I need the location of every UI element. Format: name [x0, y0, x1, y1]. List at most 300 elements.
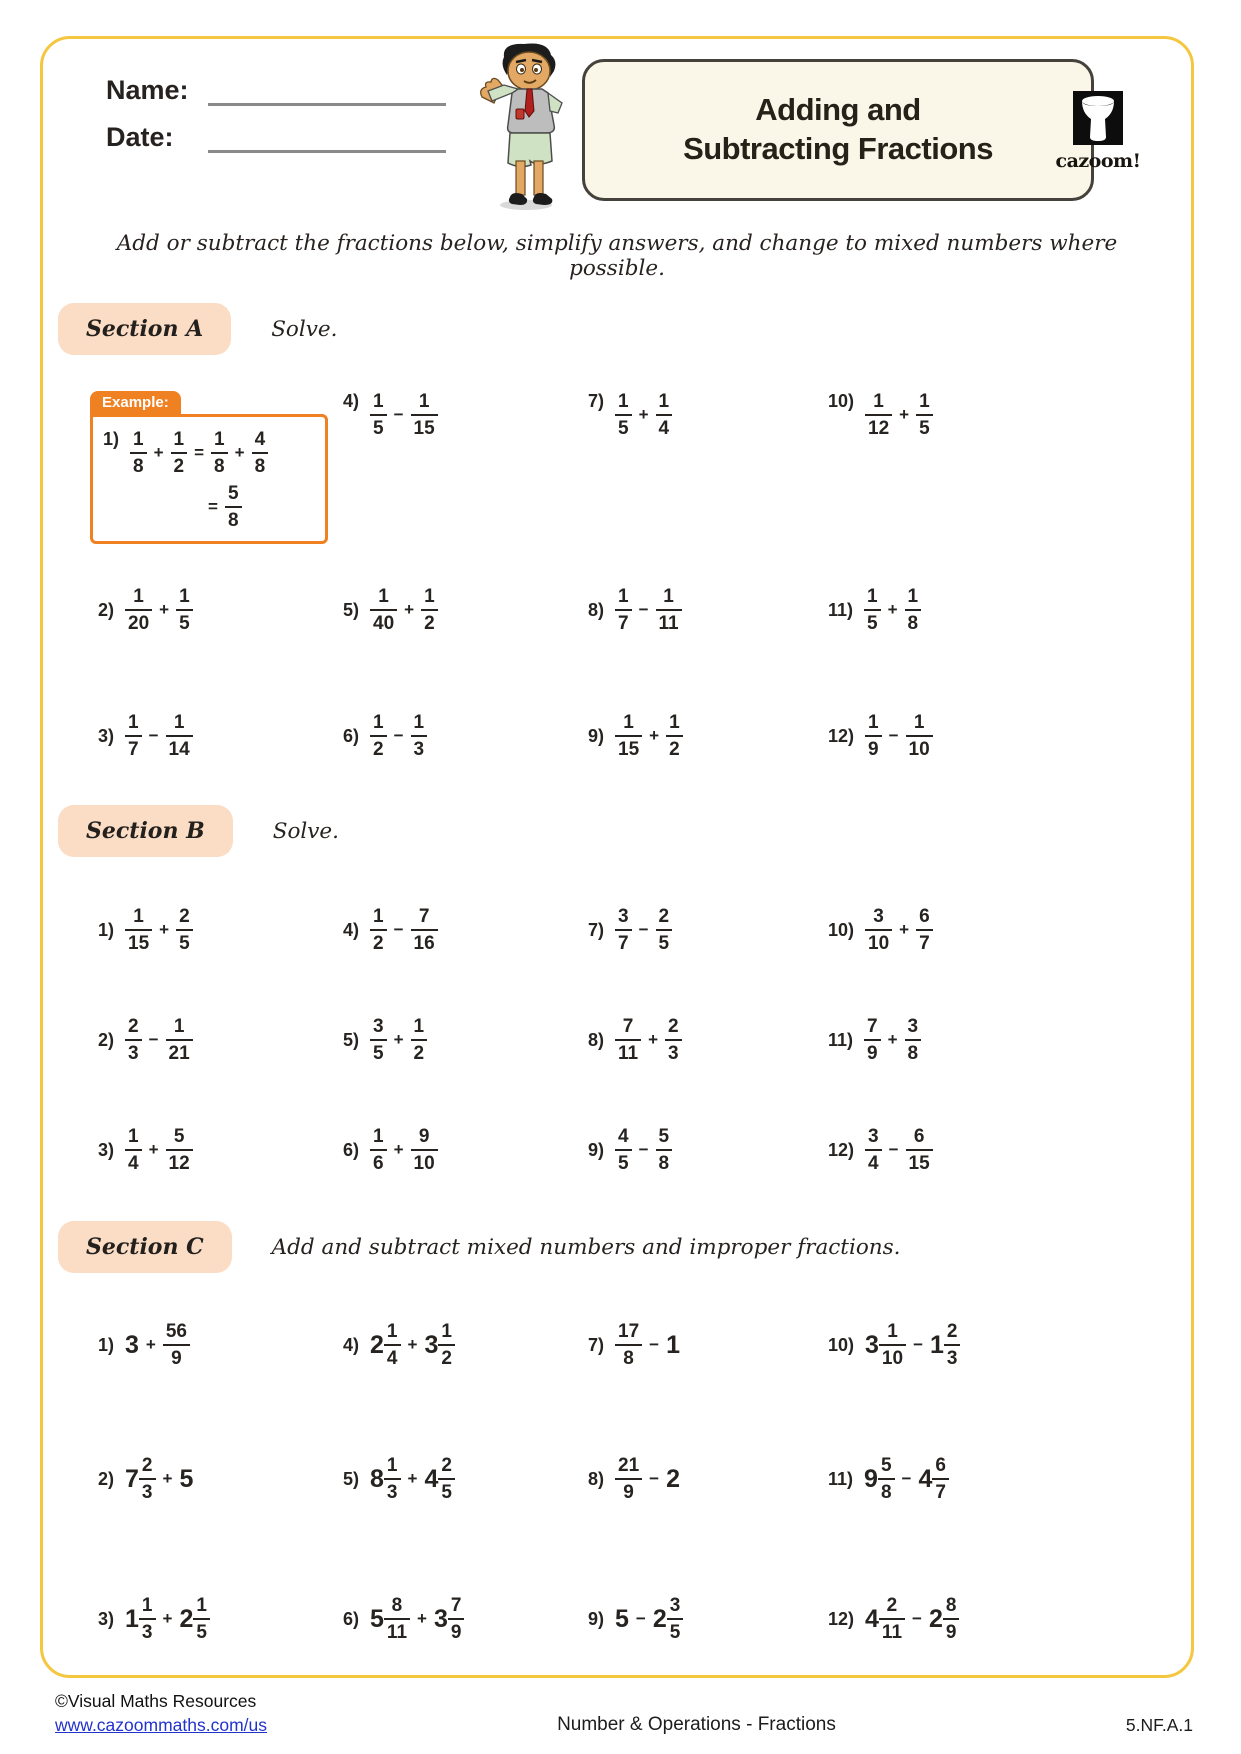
- problem-number: 3): [98, 1139, 115, 1160]
- section-b-instruction: Solve.: [272, 818, 339, 844]
- example-line-1: [103, 429, 317, 477]
- mixed-whole-number: 9: [864, 1464, 878, 1493]
- problem-number: 6): [343, 1139, 360, 1160]
- operator-minus: −: [638, 1140, 649, 1159]
- problem-c-10: [828, 1281, 1146, 1409]
- fraction: [225, 483, 242, 531]
- mixed-whole-number: 1: [125, 1604, 139, 1633]
- problem-a-10: [828, 375, 1146, 547]
- fraction: [171, 429, 188, 477]
- fraction: [865, 1126, 882, 1174]
- operator-plus: +: [417, 1609, 427, 1628]
- fraction-denominator: 8: [907, 1043, 919, 1064]
- fraction-denominator: 4: [658, 418, 670, 439]
- fraction-denominator: 10: [908, 739, 930, 760]
- problem-number: 8): [588, 1468, 605, 1489]
- problem-c-9: [588, 1549, 828, 1689]
- worksheet-sheet: [40, 36, 1194, 1678]
- fraction-denominator: 7: [618, 613, 629, 634]
- operator-minus: −: [913, 1335, 923, 1354]
- problem-c-4: [343, 1281, 588, 1409]
- problem-a-3: [98, 673, 343, 799]
- fraction: [166, 1126, 193, 1174]
- problem-a-5: [343, 547, 588, 673]
- operator-minus: −: [638, 920, 649, 939]
- example-line-2: [103, 483, 317, 531]
- fraction: [906, 1126, 933, 1174]
- expression: [201, 483, 242, 531]
- expression: [370, 1321, 455, 1369]
- mixed-whole-number: 3: [433, 1604, 448, 1633]
- problem-a-4: [343, 375, 588, 547]
- fraction-denominator: 2: [441, 1348, 452, 1369]
- expression: [615, 1321, 680, 1369]
- problem-number: 2): [98, 1029, 115, 1050]
- fraction-denominator: 5: [373, 1043, 384, 1064]
- fraction-numerator: 1: [384, 1455, 401, 1480]
- fraction-denominator: 11: [618, 1043, 639, 1064]
- problem-c-12: [828, 1549, 1146, 1689]
- whole-number: 5: [615, 1604, 629, 1633]
- expression: [865, 712, 933, 760]
- problem-b-2: [98, 985, 343, 1095]
- fraction: [656, 1126, 673, 1174]
- fraction: [370, 391, 387, 439]
- operator-plus: +: [638, 405, 649, 424]
- fraction: [370, 712, 387, 760]
- fraction-numerator: 1: [370, 1126, 387, 1151]
- fraction-denominator: 40: [373, 613, 395, 634]
- fraction-denominator: 5: [179, 933, 190, 954]
- operator-equals: =: [194, 443, 205, 462]
- problem-number: 4): [343, 1334, 360, 1355]
- fraction-numerator: 1: [125, 586, 152, 611]
- name-input-line[interactable]: [208, 77, 446, 106]
- fraction: [438, 1321, 455, 1369]
- mixed-whole-number: 2: [928, 1604, 943, 1633]
- name-label: Name:: [106, 75, 189, 105]
- fraction-numerator: 7: [411, 906, 438, 931]
- problem-b-5: [343, 985, 588, 1095]
- expression: [864, 1455, 949, 1503]
- fraction: [656, 586, 682, 634]
- fraction-numerator: 1: [125, 1126, 142, 1151]
- problem-b-8: [588, 985, 828, 1095]
- expression: [125, 1321, 190, 1369]
- fraction-numerator: 1: [438, 1321, 455, 1346]
- mixed-whole-number: 2: [370, 1330, 384, 1359]
- fraction-numerator: 1: [421, 586, 438, 611]
- operator-minus: −: [649, 1469, 660, 1488]
- fraction-denominator: 15: [413, 418, 435, 439]
- problem-number: 10): [828, 919, 855, 940]
- fraction-denominator: 5: [919, 418, 930, 439]
- fraction: [384, 1321, 401, 1369]
- example-box: [90, 391, 328, 544]
- fraction-denominator: 5: [867, 613, 878, 634]
- fraction: [864, 1016, 881, 1064]
- fraction-numerator: 2: [656, 906, 673, 931]
- problem-number: 5): [343, 599, 360, 620]
- fraction-denominator: 14: [168, 739, 190, 760]
- fraction-numerator: 1: [193, 1595, 210, 1620]
- fraction: [665, 1016, 682, 1064]
- problem-number: 1): [98, 919, 115, 940]
- fraction-denominator: 11: [658, 613, 679, 634]
- worksheet-footer: [55, 1690, 1193, 1737]
- fraction-numerator: 1: [656, 586, 682, 611]
- sections-container: [88, 303, 1146, 1689]
- cazoom-logo-text: cazoom!: [1055, 150, 1141, 172]
- problem-number: 9): [588, 1139, 605, 1160]
- fraction: [139, 1455, 156, 1503]
- problem-number: 3): [98, 1608, 115, 1629]
- problem-number: 10): [828, 391, 855, 411]
- fraction: [252, 429, 269, 477]
- fraction-denominator: 8: [133, 456, 144, 477]
- fraction: [615, 712, 642, 760]
- fraction: [421, 586, 438, 634]
- fraction-denominator: 8: [907, 613, 919, 634]
- problem-c-11: [828, 1409, 1146, 1549]
- operator-minus: −: [393, 920, 404, 939]
- operator-minus: −: [638, 600, 649, 619]
- mixed-whole-number: 4: [424, 1464, 439, 1493]
- fraction-denominator: 12: [168, 1153, 190, 1174]
- problem-b-12: [828, 1095, 1146, 1205]
- name-field-row: [106, 75, 446, 106]
- operator-plus: +: [234, 443, 245, 462]
- fraction: [667, 1595, 684, 1643]
- fraction-numerator: 7: [448, 1595, 465, 1620]
- problem-a-2: [98, 547, 343, 673]
- problem-c-5: [343, 1409, 588, 1549]
- problem-b-4: [343, 875, 588, 985]
- expression: [370, 712, 427, 760]
- fraction-numerator: 3: [370, 1016, 387, 1041]
- fraction: [176, 906, 193, 954]
- fraction-denominator: 5: [669, 1622, 681, 1643]
- fraction-denominator: 20: [128, 613, 150, 634]
- fraction: [411, 712, 428, 760]
- expression: [864, 1016, 921, 1064]
- example-body: [90, 414, 328, 544]
- fraction-denominator: 5: [373, 418, 384, 439]
- fraction-numerator: 1: [370, 906, 387, 931]
- problem-a-6: [343, 673, 588, 799]
- fraction-denominator: 2: [373, 739, 384, 760]
- fraction-numerator: 1: [171, 429, 188, 454]
- expression: [370, 586, 438, 634]
- expression: [615, 1016, 682, 1064]
- problem-number: 10): [828, 1334, 855, 1355]
- fraction: [370, 586, 397, 634]
- expression: [370, 391, 438, 439]
- fraction: [370, 1126, 387, 1174]
- fraction-numerator: 1: [125, 906, 152, 931]
- fraction-numerator: 1: [384, 1321, 401, 1346]
- section-b-problems-grid: [88, 875, 1146, 1205]
- expression: [865, 1321, 960, 1369]
- problem-number: 8): [588, 1029, 605, 1050]
- fraction: [411, 906, 438, 954]
- fraction-numerator: 5: [225, 483, 242, 508]
- fraction-numerator: 1: [166, 1016, 193, 1041]
- problem-c-3: [98, 1549, 343, 1689]
- fraction-denominator: 8: [227, 510, 239, 531]
- fraction: [411, 1126, 438, 1174]
- fraction-denominator: 9: [945, 1622, 957, 1643]
- fraction-denominator: 2: [173, 456, 185, 477]
- fraction: [384, 1595, 410, 1643]
- operator-plus: +: [153, 443, 164, 462]
- fraction: [211, 429, 228, 477]
- fraction-numerator: 1: [130, 429, 147, 454]
- fraction: [905, 586, 922, 634]
- problem-number: 12): [828, 725, 855, 746]
- fraction-numerator: 8: [943, 1595, 960, 1620]
- fraction: [905, 1016, 922, 1064]
- operator-plus: +: [159, 600, 170, 619]
- problem-b-3: [98, 1095, 343, 1205]
- boy-cartoon-image: [474, 41, 574, 211]
- fraction-numerator: 1: [615, 712, 642, 737]
- section-c-header: [58, 1221, 1146, 1273]
- expression: [615, 1455, 680, 1503]
- fraction: [130, 429, 147, 477]
- page-title-line1: Adding and: [755, 92, 921, 128]
- expression: [370, 1595, 464, 1643]
- fraction-denominator: 5: [618, 418, 629, 439]
- fraction: [878, 1455, 895, 1503]
- footer-standard-name: Number & Operations - Fractions: [557, 1714, 836, 1736]
- fraction: [125, 1126, 142, 1174]
- expression: [615, 391, 672, 439]
- problem-number: 12): [828, 1608, 855, 1629]
- fraction-numerator: 1: [905, 586, 922, 611]
- fraction-denominator: 9: [868, 739, 879, 760]
- mixed-whole-number: 8: [370, 1464, 384, 1493]
- expression: [125, 1455, 193, 1503]
- fraction-denominator: 7: [128, 739, 139, 760]
- copyright-text: ©Visual Maths Resources: [55, 1691, 257, 1711]
- fraction-denominator: 3: [141, 1622, 153, 1643]
- problem-number: 12): [828, 1139, 855, 1160]
- fraction: [656, 391, 673, 439]
- operator-minus: −: [901, 1469, 912, 1488]
- example-cell: [98, 375, 343, 547]
- example-tab: Example:: [90, 391, 181, 415]
- fraction: [438, 1455, 455, 1503]
- fraction-denominator: 4: [386, 1348, 398, 1369]
- fraction-numerator: 1: [125, 712, 142, 737]
- section-a-header: [58, 303, 1146, 355]
- fraction-denominator: 8: [658, 1153, 670, 1174]
- fraction-denominator: 8: [623, 1348, 634, 1369]
- problem-number: 6): [343, 1608, 360, 1629]
- fraction: [865, 906, 892, 954]
- fraction: [932, 1455, 949, 1503]
- fraction-numerator: 6: [906, 1126, 933, 1151]
- problem-number: 1): [98, 1334, 115, 1355]
- fraction: [193, 1595, 210, 1643]
- fraction-denominator: 8: [254, 456, 266, 477]
- expression: [125, 586, 193, 634]
- operator-plus: +: [159, 920, 170, 939]
- expression: [125, 712, 193, 760]
- section-b-badge: Section B: [58, 805, 233, 857]
- fraction-numerator: 21: [615, 1455, 642, 1480]
- problem-number: 4): [343, 919, 360, 940]
- fraction-numerator: 56: [163, 1321, 190, 1346]
- fraction-denominator: 15: [128, 933, 150, 954]
- problem-c-6: [343, 1549, 588, 1689]
- problem-b-7: [588, 875, 828, 985]
- problem-c-2: [98, 1409, 343, 1549]
- problem-number: 9): [588, 725, 605, 746]
- whole-number: 1: [666, 1330, 680, 1359]
- fraction-numerator: 1: [865, 712, 882, 737]
- operator-minus: −: [148, 1030, 159, 1049]
- fraction-denominator: 9: [450, 1622, 462, 1643]
- problem-number: 11): [828, 1468, 854, 1489]
- expression: [615, 906, 672, 954]
- fraction-denominator: 11: [881, 1622, 903, 1643]
- fraction-denominator: 7: [935, 1482, 946, 1503]
- expression: [615, 1595, 683, 1643]
- fraction: [139, 1595, 156, 1643]
- fraction-numerator: 1: [370, 391, 387, 416]
- whole-number: 2: [666, 1464, 680, 1493]
- problem-number: 1): [103, 429, 120, 449]
- fraction-numerator: 1: [879, 1321, 906, 1346]
- mixed-whole-number: 1: [930, 1330, 944, 1359]
- problem-c-8: [588, 1409, 828, 1549]
- fraction-denominator: 3: [141, 1482, 153, 1503]
- problem-number: 9): [588, 1608, 605, 1629]
- expression: [370, 1126, 438, 1174]
- operator-minus: −: [393, 726, 404, 745]
- section-b-header: [58, 805, 1146, 857]
- problem-a-8: [588, 547, 828, 673]
- problem-number: 8): [588, 599, 605, 620]
- mixed-whole-number: 3: [865, 1330, 879, 1359]
- fraction: [448, 1595, 465, 1643]
- fraction-numerator: 4: [252, 429, 269, 454]
- fraction-denominator: 4: [128, 1153, 139, 1174]
- fraction: [865, 391, 892, 439]
- problem-number: 7): [588, 919, 605, 940]
- operator-plus: +: [899, 920, 910, 939]
- problem-b-9: [588, 1095, 828, 1205]
- fraction-denominator: 7: [919, 933, 930, 954]
- fraction-numerator: 2: [944, 1321, 961, 1346]
- problem-number: 2): [98, 599, 115, 620]
- fraction: [615, 1126, 632, 1174]
- fraction-numerator: 1: [916, 391, 933, 416]
- expression: [370, 1455, 455, 1503]
- operator-minus: −: [888, 1140, 899, 1159]
- expression: [125, 1016, 193, 1064]
- section-c-problems-grid: [88, 1281, 1146, 1689]
- name-date-fields: [106, 75, 446, 169]
- date-input-line[interactable]: [208, 124, 446, 153]
- expression: [615, 712, 683, 760]
- operator-plus: +: [649, 726, 660, 745]
- fraction: [411, 391, 438, 439]
- fraction-denominator: 10: [868, 933, 890, 954]
- fraction-numerator: 1: [864, 586, 881, 611]
- fraction-numerator: 1: [666, 712, 683, 737]
- fraction-numerator: 3: [865, 1126, 882, 1151]
- fraction-numerator: 9: [411, 1126, 438, 1151]
- operator-plus: +: [887, 600, 898, 619]
- operator-plus: +: [145, 1335, 156, 1354]
- fraction-numerator: 7: [864, 1016, 881, 1041]
- whole-number: 5: [179, 1464, 194, 1493]
- problem-number: 7): [588, 1334, 605, 1355]
- fraction: [411, 1016, 428, 1064]
- fraction-numerator: 3: [865, 906, 892, 931]
- fraction: [666, 712, 683, 760]
- cazoom-logo: [1052, 91, 1144, 172]
- fraction: [125, 586, 152, 634]
- operator-minus: −: [649, 1335, 660, 1354]
- expression: [865, 1126, 933, 1174]
- fraction-denominator: 5: [179, 613, 190, 634]
- fraction: [125, 712, 142, 760]
- operator-minus: −: [148, 726, 159, 745]
- fraction-denominator: 16: [413, 933, 435, 954]
- problem-number: 6): [343, 725, 360, 746]
- date-field-row: [106, 122, 446, 153]
- problem-b-1: [98, 875, 343, 985]
- fraction-numerator: 2: [438, 1455, 455, 1480]
- fraction: [615, 586, 632, 634]
- operator-minus: −: [912, 1609, 922, 1628]
- operator-plus: +: [407, 1469, 418, 1488]
- whole-number: 3: [125, 1330, 139, 1359]
- fraction-numerator: 1: [166, 712, 193, 737]
- fraction-denominator: 3: [946, 1348, 958, 1369]
- expression: [370, 1016, 427, 1064]
- footer-credits: [55, 1690, 267, 1737]
- fraction-numerator: 1: [411, 712, 428, 737]
- cazoom-website-link[interactable]: www.cazoommaths.com/us: [55, 1714, 268, 1735]
- fraction-numerator: 3: [615, 906, 632, 931]
- section-a-instruction: Solve.: [271, 316, 338, 342]
- fraction-numerator: 1: [906, 712, 933, 737]
- operator-plus: +: [162, 1469, 173, 1488]
- fraction-numerator: 1: [211, 429, 228, 454]
- fraction-numerator: 1: [656, 391, 673, 416]
- fraction: [166, 712, 193, 760]
- fraction-denominator: 3: [386, 1482, 398, 1503]
- fraction: [864, 586, 881, 634]
- fraction-denominator: 9: [623, 1482, 634, 1503]
- fraction: [865, 712, 882, 760]
- fraction-denominator: 10: [413, 1153, 435, 1174]
- fraction-numerator: 5: [878, 1455, 895, 1480]
- fraction: [615, 1321, 642, 1369]
- operator-plus: +: [648, 1030, 659, 1049]
- fraction: [615, 906, 632, 954]
- fraction: [370, 1016, 387, 1064]
- operator-plus: +: [404, 600, 415, 619]
- fraction: [656, 906, 673, 954]
- fraction: [944, 1321, 961, 1369]
- fraction-numerator: 1: [176, 586, 193, 611]
